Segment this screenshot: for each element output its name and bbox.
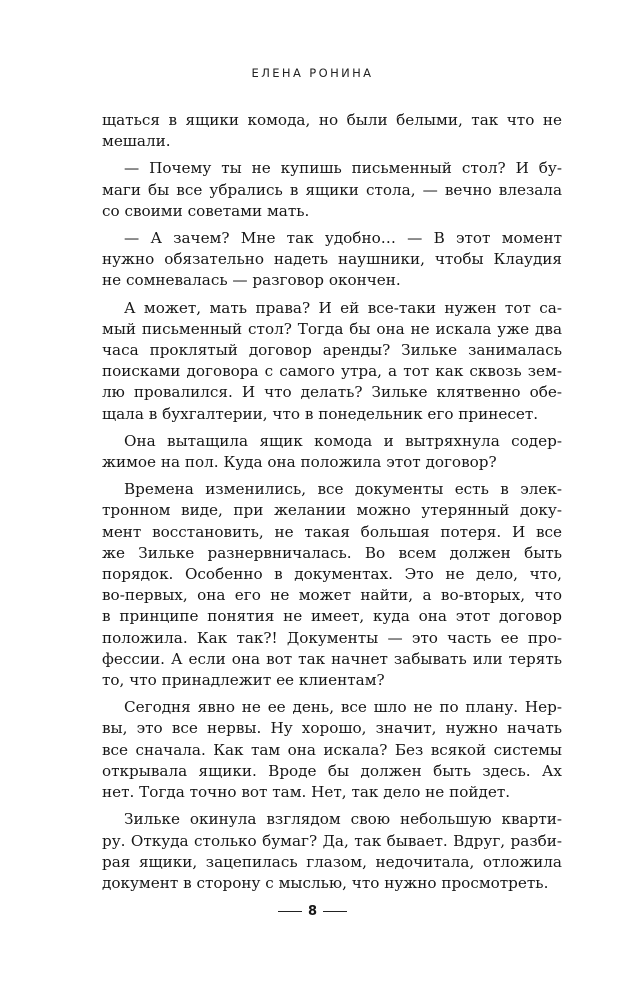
page-number: 8 xyxy=(307,904,318,919)
text-line: не сомневалась — разговор окончен. xyxy=(102,271,401,290)
page-number-footer xyxy=(0,904,625,919)
text-line: А может, мать права? И ей все-таки нужен тот са- xyxy=(124,298,562,317)
text-line: ру. Откуда столько бумаг? Да, так бывает. Вдруг, разби- xyxy=(102,831,562,850)
paragraph xyxy=(102,809,562,894)
paragraph xyxy=(102,697,562,803)
text-line: мент восстановить, не такая большая потеря. И все xyxy=(102,522,562,541)
text-line: тронном виде, при желании можно утерянный доку- xyxy=(102,501,562,520)
text-line: рая ящики, зацепилась глазом, недочитала, отложила xyxy=(102,852,562,871)
text-line: документ в сторону с мыслью, что нужно просмотреть. xyxy=(102,873,549,892)
text-line: порядок. Особенно в документах. Это не дело, что, xyxy=(102,565,562,584)
paragraph xyxy=(102,110,562,152)
text-line: поисками договора с самого утра, а тот как сквозь зем- xyxy=(102,362,562,381)
text-line: щаться в ящики комода, но были белыми, так что не xyxy=(102,111,562,129)
text-line: — А зачем? Мне так удобно… — В этот момент xyxy=(124,229,562,248)
text-line: нет. Тогда точно вот там. Нет, так дело не пойдет. xyxy=(102,783,511,802)
text-line: во-первых, она его не может найти, а во-вторых, что xyxy=(102,586,562,605)
text-line: — Почему ты не купишь письменный стол? И бу- xyxy=(124,159,562,178)
body-text xyxy=(102,110,562,900)
folio-left-rule xyxy=(278,911,302,912)
paragraph xyxy=(102,479,562,691)
running-head-author: ЕЛЕНА РОНИНА xyxy=(251,66,374,80)
text-line: маги бы все убрались в ящики стола, — вечно влезала xyxy=(102,180,562,199)
text-line: фессии. А если она вот так начнет забывать или терять xyxy=(102,649,562,668)
text-line: положила. Как так?! Документы — это часть ее про- xyxy=(102,628,562,647)
paragraph xyxy=(102,158,562,222)
text-line: мый письменный стол? Тогда бы она не искала уже два xyxy=(102,319,562,338)
text-line: часа проклятый договор аренды? Зильке занималась xyxy=(102,341,562,360)
text-line: щала в бухгалтерии, что в понедельник его принесет. xyxy=(102,404,539,423)
text-line: в принципе понятия не имеет, куда она этот договор xyxy=(102,607,562,626)
text-line: нужно обязательно надеть наушники, чтобы Клаудия xyxy=(102,250,562,269)
text-line: все сначала. Как там она искала? Без всякой системы xyxy=(102,740,562,759)
paragraph xyxy=(102,431,562,473)
paragraph xyxy=(102,228,562,292)
text-line: жимое на пол. Куда она положила этот договор? xyxy=(102,453,497,472)
paragraph xyxy=(102,298,562,425)
text-line: лю провалился. И что делать? Зильке клятвенно обе- xyxy=(102,383,562,402)
text-line: вы, это все нервы. Ну хорошо, значит, нужно начать xyxy=(102,719,562,738)
text-line: Зильке окинула взглядом свою небольшую кварти- xyxy=(124,810,562,829)
text-line: то, что принадлежит ее клиентам? xyxy=(102,671,385,690)
text-line: со своими советами мать. xyxy=(102,201,310,220)
text-line: Она вытащила ящик комода и вытряхнула содер- xyxy=(124,431,562,450)
text-line: открывала ящики. Вроде бы должен быть здесь. Ах xyxy=(102,761,562,780)
text-line: же Зильке разнервничалась. Во всем должен быть xyxy=(102,543,562,562)
text-line: мешали. xyxy=(102,132,171,151)
text-line: Времена изменились, все документы есть в элек- xyxy=(124,480,562,499)
folio-right-rule xyxy=(323,911,347,912)
text-line: Сегодня явно не ее день, все шло не по плану. Нер- xyxy=(124,698,562,717)
